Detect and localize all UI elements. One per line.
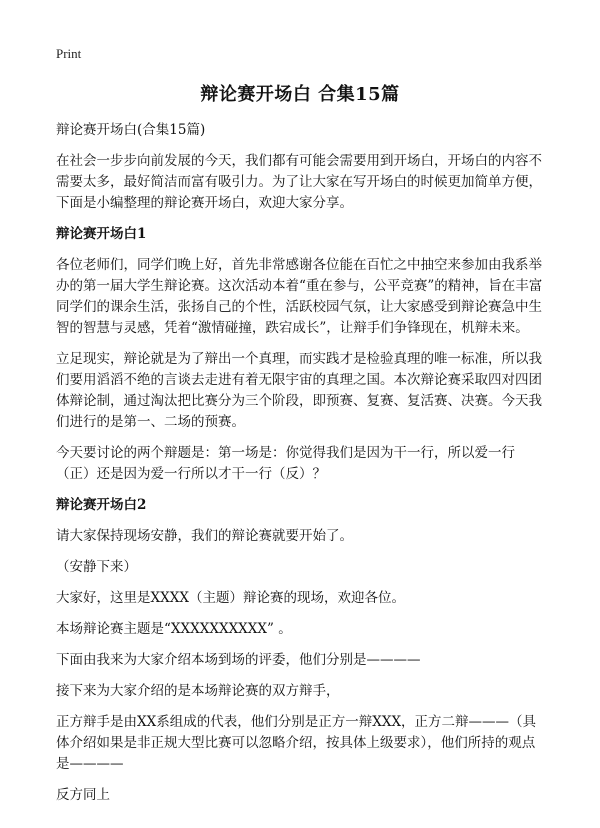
paragraph: 今天要讨论的两个辩题是：第一场是：你觉得我们是因为干一行，所以爱一行（正）还是因为爱一行所以才干一行（反）？ (56, 445, 515, 482)
print-label: Print (56, 46, 82, 61)
document-body (56, 120, 548, 816)
paragraph: 正方辩手是由XX系组成的代表，他们分别是正方一辩XXX，正方二辩———（具体介绍如果是非正规大型比赛可以忽略介绍，按具体上级要求），他们所持的观点是———— (56, 714, 537, 772)
paragraph: （安静下来） (56, 559, 137, 575)
paragraph: 下面由我来为大家介绍本场到场的评委，他们分别是———— (56, 652, 421, 668)
paragraph: 本场辩论赛主题是“XXXXXXXXXX” 。 (56, 621, 292, 637)
section-heading-2: 辩论赛开场白2 (56, 497, 147, 513)
paragraph: 大家好，这里是XXXX（主题）辩论赛的现场，欢迎各位。 (56, 590, 405, 606)
paragraph: 反方同上 (56, 787, 110, 803)
paragraph: 立足现实，辩论就是为了辩出一个真理，而实践才是检验真理的唯一标准，所以我们要用滔滔不绝的言谈去走进有着无限宇宙的真理之国。本次辩论赛采取四对四团体辩论制，通过淘汰把比赛分为三个阶段，即预赛、复赛、复活赛、决赛。今天我们进行的是第一、二场的预赛。 (56, 351, 542, 430)
intro-paragraph: 在社会一步步向前发展的今天，我们都有可能会需要用到开场白，开场白的内容不需要太多，最好简洁而富有吸引力。为了让大家在写开场白的时候更加简单方便，下面是小编整理的辩论赛开场白，欢迎大家分享。 (56, 153, 542, 211)
paragraph: 接下来为大家介绍的是本场辩论赛的双方辩手， (56, 683, 340, 699)
paragraph: 各位老师们，同学们晚上好，首先非常感谢各位能在百忙之中抽空来参加由我系举办的第一届大学生辩论赛。这次活动本着“重在参与，公平竞赛”的精神，旨在丰富同学们的课余生活，张扬自己的个性，活跃校园气氛，让大家感受到辩论赛急中生智的智慧与灵感，凭着“激情碰撞，跌宕成长”，让辩手们争锋现在，机辩未来。 (56, 257, 543, 336)
paragraph: 请大家保持现场安静，我们的辩论赛就要开始了。 (56, 528, 353, 544)
section-heading-1: 辩论赛开场白1 (56, 226, 147, 242)
page-title: 辩论赛开场白 合集15篇 (200, 84, 400, 105)
subtitle: 辩论赛开场白(合集15篇) (56, 122, 206, 138)
